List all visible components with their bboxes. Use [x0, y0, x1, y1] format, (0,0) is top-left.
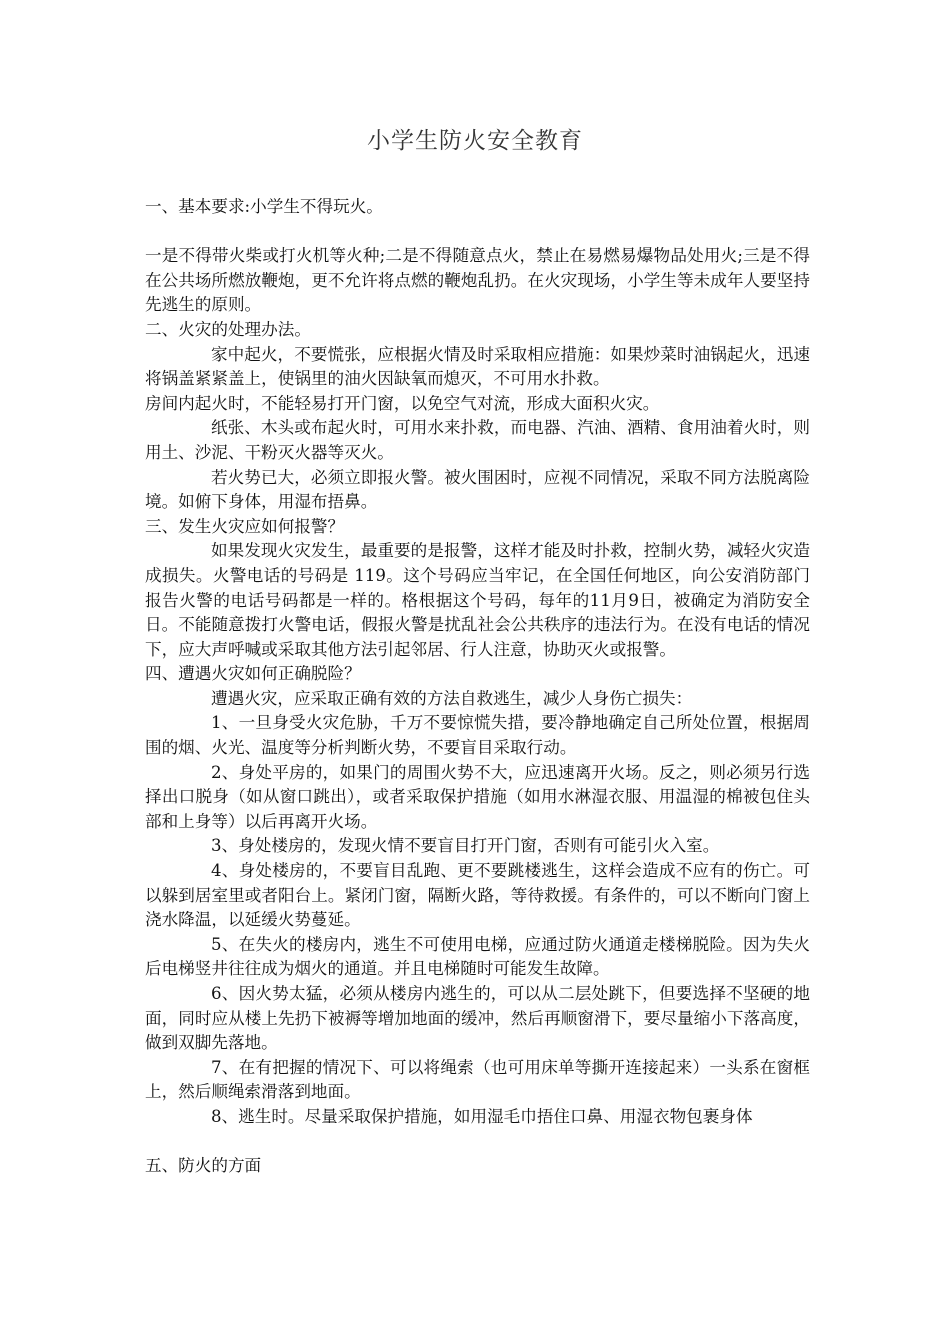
- paragraph-room-fire: 房间内起火时，不能轻易打开门窗，以免空气对流，形成大面积火灾。: [145, 393, 660, 413]
- list-item-escape-1: 1、一旦身受火灾危胁，千万不要惊慌失措，要冷静地确定自己所处位置，根据周围的烟、火光、温度等分析判断火势，不要盲目采取行动。: [145, 713, 810, 758]
- paragraph-report-fire: 如果发现火灾发生，最重要的是报警，这样才能及时扑救，控制火势，减轻火灾造成损失。火警电话的号码是 119。这个号码应当牢记，在全国任何地区，向公安消防部门报告火警的电话号码都是一样的。格根据这个号码，每年的11月9日，被确定为消防安全日。不能随意拨打火警电话，假报火警是扰乱社会公共秩序的违法行为。在没有电话的情况下，应大声呼喊或采取其他方法引起邻居、行人注意，协助灭火或报警。: [145, 541, 810, 659]
- list-item-escape-8: 8、逃生时。尽量采取保护措施，如用湿毛巾捂住口鼻、用湿衣物包裹身体: [211, 1106, 753, 1126]
- list-item-escape-7: 7、在有把握的情况下、可以将绳索（也可用床单等撕开连接起来）一头系在窗框上，然后顺绳索滑落到地面。: [145, 1057, 810, 1102]
- section-heading-3: 三、发生火灾应如何报警？: [145, 516, 345, 536]
- list-item-escape-3: 3、身处楼房的，发现火情不要盲目打开门窗，否则有可能引火入室。: [211, 836, 720, 856]
- section-heading-2: 二、火灾的处理办法。: [145, 319, 311, 339]
- blank-line: [145, 1130, 810, 1155]
- paragraph-material-fire: 纸张、木头或布起火时，可用水来扑救，而电器、汽油、酒精、食用油着火时，则用土、沙泥、干粉灭火器等灭火。: [145, 418, 810, 462]
- document-body: [145, 195, 810, 1179]
- paragraph-basic-rules: 一是不得带火柴或打火机等火种;二是不得随意点火，禁止在易燃易爆物品处用火;三是不得在公共场所燃放鞭炮，更不允许将点燃的鞭炮乱扔。在火灾现场，小学生等未成年人要坚持先逃生的原则。: [145, 246, 810, 315]
- list-item-escape-6: 6、因火势太猛，必须从楼房内逃生的，可以从二层处跳下，但要选择不坚硬的地面，同时应从楼上先扔下被褥等增加地面的缓冲，然后再顺窗滑下，要尽量缩小下落高度，做到双脚先落地。: [145, 984, 810, 1053]
- paragraph-home-fire: 家中起火，不要慌张，应根据火情及时采取相应措施：如果炒菜时油锅起火，迅速将锅盖紧紧盖上，使锅里的油火因缺氧而熄灭，不可用水扑救。: [145, 344, 810, 389]
- section-heading-5: 五、防火的方面: [145, 1156, 262, 1176]
- list-item-escape-4: 4、身处楼房的，不要盲目乱跑、更不要跳楼逃生，这样会造成不应有的伤亡。可以躲到居室里或者阳台上。紧闭门窗，隔断火路，等待救援。有条件的，可以不断向门窗上浇水降温，以延缓火势蔓延。: [145, 861, 810, 930]
- list-item-escape-2: 2、身处平房的，如果门的周围火势不大，应迅速离开火场。反之，则必须另行选择出口脱身（如从窗口跳出），或者采取保护措施（如用水淋湿衣服、用温湿的棉被包住头部和上身等）以后再离开火场。: [145, 762, 810, 831]
- section-heading-1: 一、基本要求:小学生不得玩火。: [145, 197, 383, 216]
- blank-line: [145, 220, 810, 245]
- paragraph-large-fire: 若火势已大，必须立即报火警。被火围困时，应视不同情况，采取不同方法脱离险境。如俯下身体，用湿布捂鼻。: [145, 467, 810, 512]
- document-title: 小学生防火安全教育: [367, 128, 583, 154]
- list-item-escape-5: 5、在失火的楼房内，逃生不可使用电梯，应通过防火通道走楼梯脱险。因为失火后电梯竖井往往成为烟火的通道。并且电梯随时可能发生故障。: [145, 934, 810, 979]
- section-heading-4: 四、遭遇火灾如何正确脱险？: [145, 664, 361, 684]
- paragraph-escape-intro: 遭遇火灾，应采取正确有效的方法自救逃生，减少人身伤亡损失：: [211, 688, 693, 708]
